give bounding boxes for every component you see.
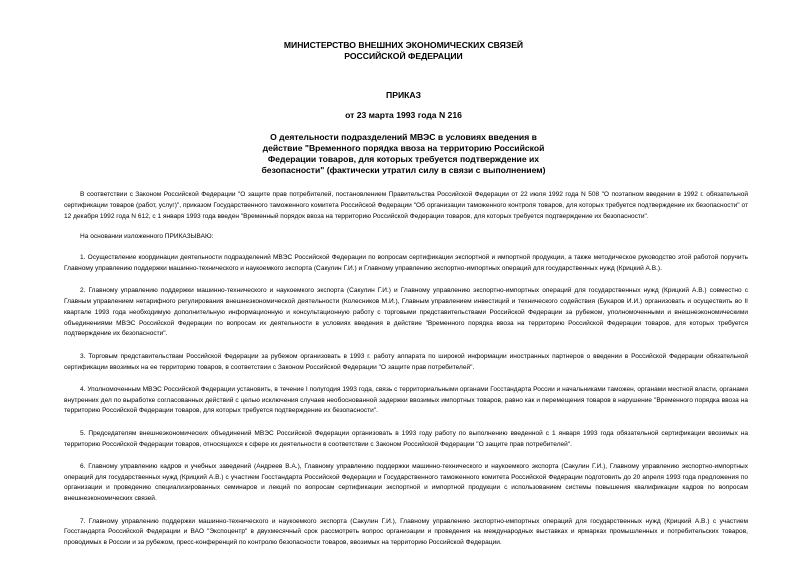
order-item-5: 5. Председателям внешнеэкономических объединений МВЭС Российской Федерации организовать в 1993 году работу по выполнению введенной с 1 января 1993 года обязательной сертификации ввозимых на территорию Российской Федерации товаров, относящихся к сфере их деятельности в соответствии с Законом Российской Федерации "О защите прав потребителей". — [64, 429, 748, 448]
order-item-7: 7. Главному управлению поддержки машинно-технического и наукоемкого экспорта (Сакулин Г.И.), Главному управлению экспортно-импортных операций для государственных нужд (Крицкий А.В.) с участием Госстандарта Российской Федерации и ВАО "Экспоцентр" в двухмесячный срок рассмотреть вопрос организации и проведения на международных выставках и ярмарках промышленных и потребительских товаров, проводимых в России и за рубежом, пресс-конференций по контролю безопасности товаров, ввозимых на территорию Российской Федерации. — [64, 517, 748, 547]
document-title-line-2: действие "Временного порядка ввоза на территорию Российской — [262, 143, 545, 153]
document-title-line-3: Федерации товаров, для которых требуется подтверждение их — [267, 154, 540, 164]
document-type: ПРИКАЗ — [386, 90, 421, 100]
preamble-paragraph: В соответствии с Законом Российской Федерации "О защите прав потребителей, постановлением Правительства Российской Федерации от 22 июля 1992 года N 508 "О поэтапном введении в 1992 г. обязательной сертификации товаров (работ, услуг)", приказом Государственного таможенного комитета Российской Федерации "Об организации таможенного контроля товаров, для которых требуется подтверждение их безопасности" от 12 декабря 1992 года N 612, с 1 января 1993 года введен "Временный порядок ввоза на территорию Российской Федерации товаров, для которых требуется подтверждение их безопасности". — [64, 191, 748, 220]
order-item-2: 2. Главному управлению поддержки машинно-технического и наукоемкого экспорта (Сакулин Г.И.) и Главному управлению экспортно-импортных операций для государственных нужд (Крицкий А.В.) совместно с Главным управлением нетарифного регулирования внешнеэкономической деятельности (Колесников М.И.), Главным управлением инвестиций и технического содействия (Букаров И.И.) организовать и осуществить во II квартале 1993 года необходимую дополнительную информационную и консультационную работу с торговыми представительствами Российской Федерации за рубежом, уполномоченными и внешнеэкономическими объединениями МВЭС Российской Федерации по вопросам их деятельности в условиях введения в действие "Временного порядка ввоза на территорию Российской Федерации товаров, для которых требуется подтверждение их безопасности". — [64, 287, 748, 338]
ministry-name-line-2: РОССИЙСКОЙ ФЕДЕРАЦИИ — [344, 51, 463, 61]
order-item-6: 6. Главному управлению кадров и учебных заведений (Андреев В.А.), Главному управлению поддержки машинно-технического и наукоемкого экспорта (Сакулин Г.И.), Главному управлению экспортно-импортных операций для государственных нужд (Крицкий А.В.) с участием Госстандарта Российской Федерации и Государственного таможенного комитета Российской Федерации подготовить до 20 апреля 1993 года предложения по организации и проведению специализированных семинаров и лекций по вопросам сертификации экспортной и импортной продукции с использованием системы повышения квалификации кадров по вопросам внешнеэкономических связей. — [64, 462, 748, 503]
order-item-4: 4. Уполномоченным МВЭС Российской Федерации установить, в течение I полугодия 1993 года, связь с территориальными органами Госстандарта России и начальниками таможен, органами местной власти, органами внутренних дел по выработке согласованных действий с целью исключения случаев необоснованной задержки ввозимых импортных товаров, равно как и перемещения товаров в нарушение "Временного порядка ввоза на территорию Российской Федерации товаров, для которых требуется подтверждение их безопасности". — [64, 385, 748, 415]
document-title-line-1: О деятельности подразделений МВЭС в условиях введения в — [270, 132, 537, 142]
ministry-name-line-1: МИНИСТЕРСТВО ВНЕШНИХ ЭКОНОМИЧЕСКИХ СВЯЗЕЙ — [283, 40, 524, 50]
document-title-line-4: безопасности" (фактически утратил силу в связи с выполнением) — [261, 165, 546, 175]
order-intro: На основании изложенного ПРИКАЗЫВАЮ: — [80, 233, 214, 241]
document-date-number: от 23 марта 1993 года N 216 — [345, 110, 462, 120]
order-item-3: 3. Торговым представительствам Российской Федерации за рубежом организовать в 1993 г. работу аппарата по широкой информации иностранных партнеров о введении в Российской Федерации обязательной сертификации ввозимых на ее территорию товаров, в соответствии с Законом Российской Федерации "О защите прав потребителей". — [64, 352, 748, 371]
document-body — [64, 190, 748, 549]
order-item-1: 1. Осуществление координации деятельности подразделений МВЭС Российской Федерации по вопросам сертификации экспортной и импортной продукции, а также методическое руководство этой работой поручить Главному управлению поддержки машинно-технического и наукоемкого экспорта (Сакулин Г.И.) и Главному управлению экспортно-импортных операций для государственных нужд (Крицкий А.В.). — [64, 254, 748, 272]
